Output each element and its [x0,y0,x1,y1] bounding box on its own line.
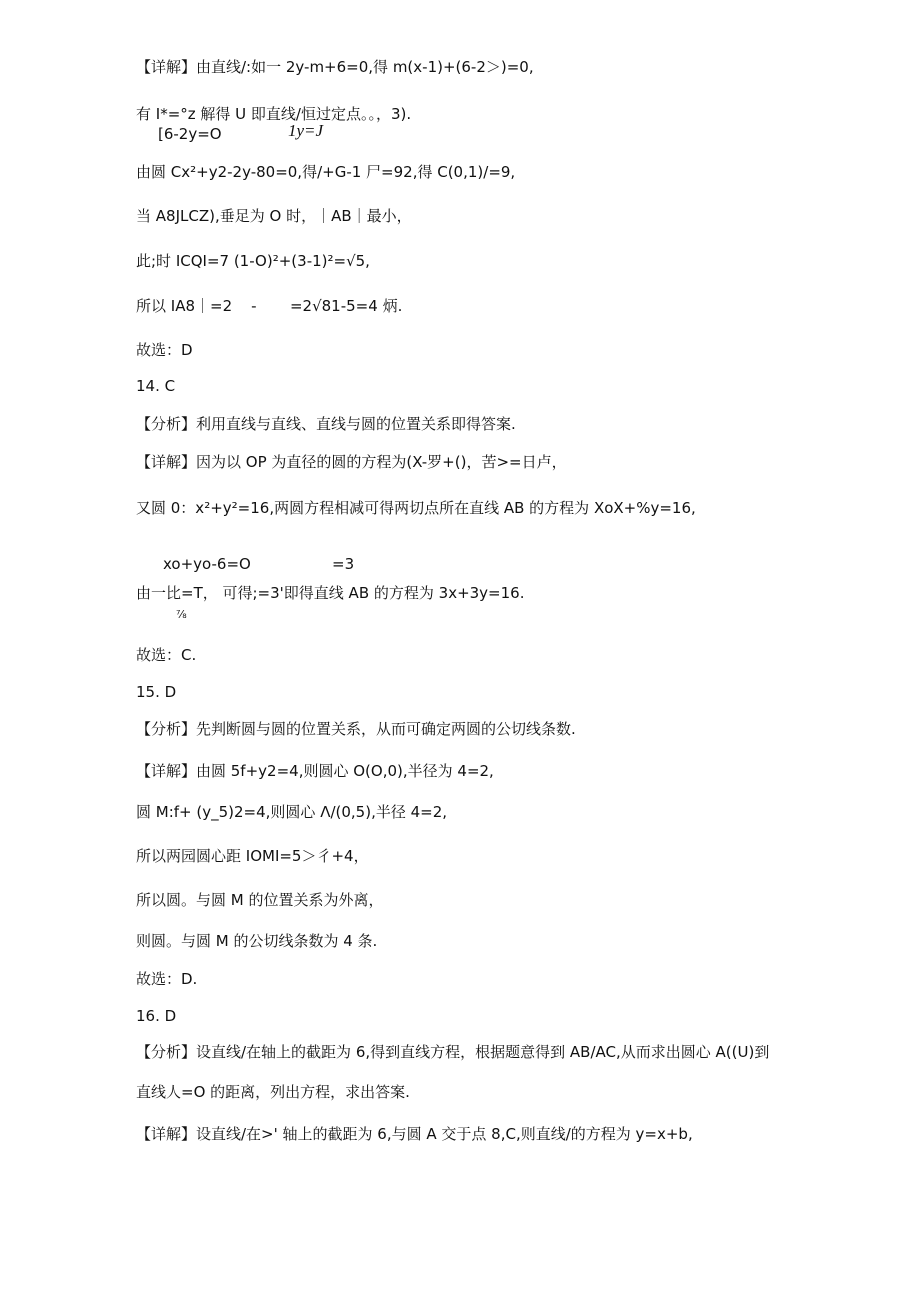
text-line: =3 [332,555,355,573]
text-line: 所以 IA8｜=2 - =2√81-5=4 炳. [136,297,403,315]
text-line: xo+yo-6=O [163,555,251,573]
text-line: 【分析】先判断圆与圆的位置关系，从而可确定两圆的公切线条数. [136,720,576,738]
text-line: 有 I*=°z 解得 U 即直线/恒过定点。。，3). [136,105,412,123]
text-line: 由一比=T， 可得;=3'即得直线 AB 的方程为 3x+3y=16. [136,584,525,602]
text-line: 【分析】利用直线与直线、直线与圆的位置关系即得答案. [136,415,516,433]
text-line: 故选：D [136,341,193,359]
text-line: 所以圆。与圆 M 的位置关系为外离， [136,891,384,909]
text-line: 【详解】设直线/在>' 轴上的截距为 6,与圆 A 交于点 8,C,则直线/的方程为 y=x+b, [136,1125,693,1143]
text-line: 1y=J [288,121,324,140]
text-line: 此;时 ICQI=7 (1-O)²+(3-1)²=√5, [136,252,370,270]
text-line: 又圆 0：x²+y²=16,两圆方程相减可得两切点所在直线 AB 的方程为 XoX+%y=16, [136,499,696,517]
text-line: 直线人=O 的距离，列出方程，求出答案. [136,1083,410,1101]
text-line: 故选：D. [136,970,198,988]
text-line: 所以两园圆心距 IOMI=5＞彳+4， [136,847,369,865]
question-number: 15. D [136,683,177,701]
text-line: 【详解】由直线/:如一 2y-m+6=0,得 m(x-1)+(6-2＞)=0, [136,58,534,76]
text-line: 由圆 Cx²+y2-2y-80=0,得/+G-1 尸=92,得 C(0,1)/=9, [136,163,516,181]
question-number: 14. C [136,377,176,395]
text-line: 当 A8JLCZ),垂足为 O 时，｜AB｜最小， [136,207,412,225]
text-line: 【详解】由圆 5f+y2=4,则圆心 O(O,0),半径为 4=2, [136,762,494,780]
text-line: 【分析】设直线/在轴上的截距为 6,得到直线方程，根据题意得到 AB/AC,从而求出圆心 A((U)到 [136,1043,770,1061]
text-line: 故选：C. [136,646,197,664]
question-number: 16. D [136,1007,177,1025]
text-line: [6-2y=O [158,125,222,143]
text-line: 则圆。与圆 M 的公切线条数为 4 条. [136,932,378,950]
text-line: 圆 M:f+ (y_5)2=4,则圆心 Λ/(0,5),半径 4=2, [136,803,448,821]
text-line: 【详解】因为以 OP 为直径的圆的方程为(X-罗+()，苦>=日卢， [136,453,567,471]
text-line: ⅞ [176,608,187,621]
